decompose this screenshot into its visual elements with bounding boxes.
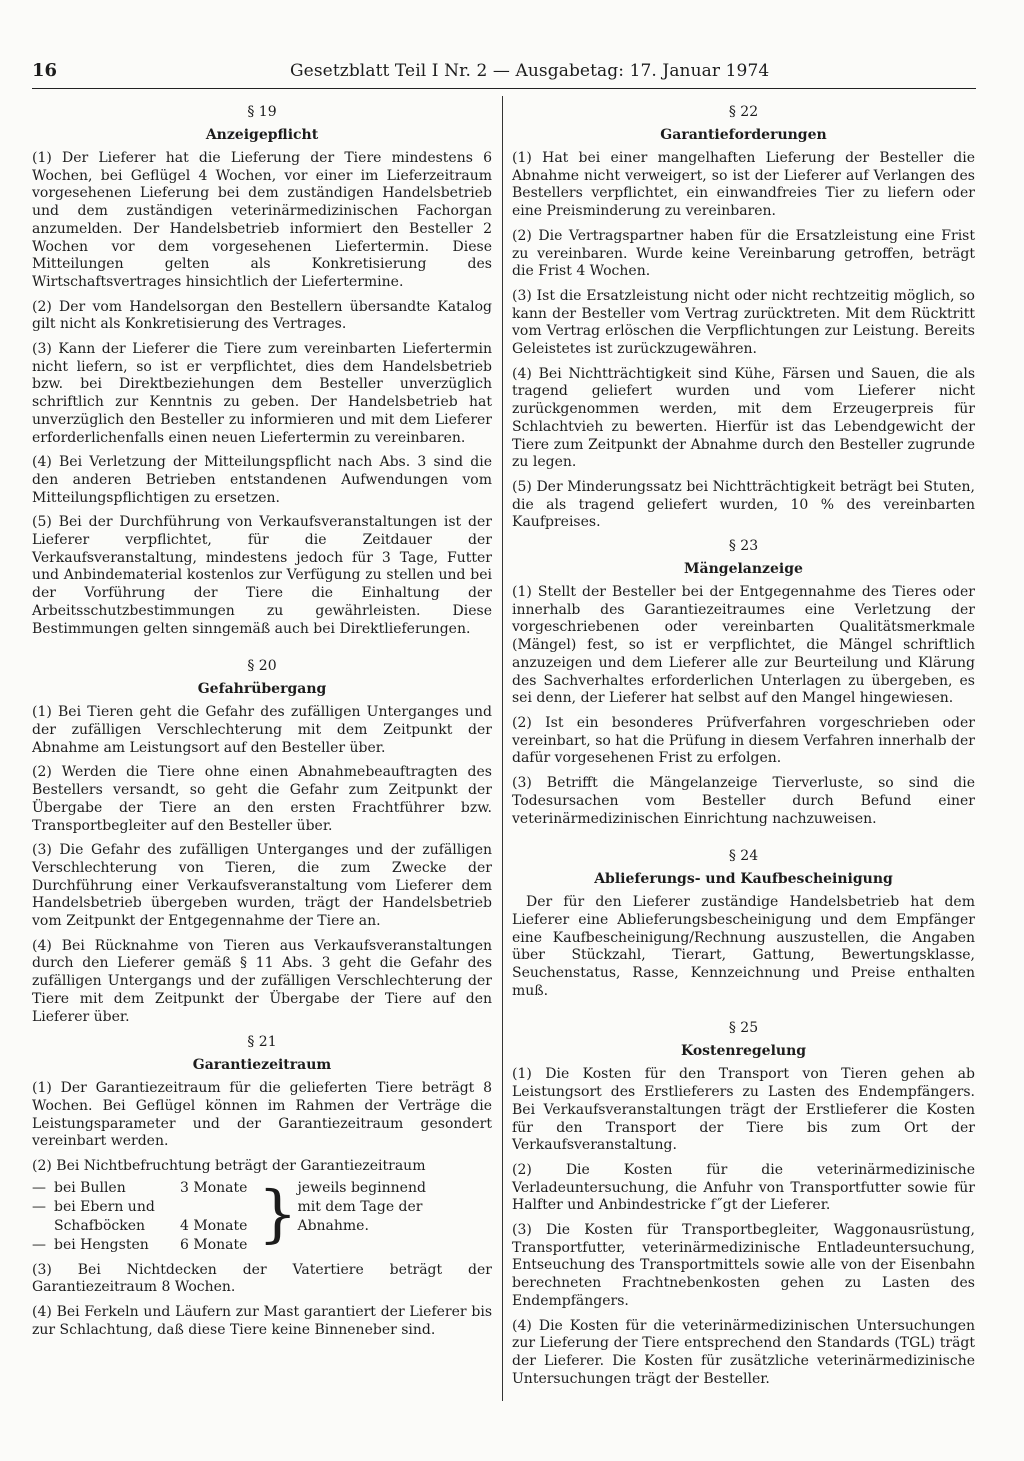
section-number: § 20 [247, 658, 277, 675]
section-20 [32, 658, 492, 1026]
right-column [512, 104, 975, 1388]
section-25 [512, 1020, 975, 1388]
paragraph: (5) Bei der Durchführung von Verkaufsveranstaltungen ist der Lieferer verpflichtet, für die Zeitdauer der Verkaufsveranstaltung, mindestens jedoch für 3 Tage, Futter und Anbindematerial kostenlos zur Verfügung zu stellen und bei der Vorführung der Tiere die Einhaltung der Arbeitsschutzbestimmungen zu gewährleisten. Diese Bestimmungen gelten sinngemäß auch bei Direktlieferungen. [32, 514, 492, 637]
paragraph: (3) Die Gefahr des zufälligen Unterganges und der zufälligen Verschlechterung von Tieren, die zum Zwecke der Durchführung einer Verkaufsveranstaltung vom Lieferer dem Handelsbetrieb übergeben wurden, trägt der Handelsbetrieb vom Zeitpunkt der Entgegennahme der Tiere an. [32, 842, 492, 930]
paragraph: (1) Die Kosten für den Transport von Tieren gehen ab Leistungsort des Erstlieferers zu Lasten des Endempfängers. Bei Verkaufsveranstaltungen trägt der Erstlieferer die Kosten für den Transport der Tiere bis zum Ort der Verkaufsveranstaltung. [512, 1066, 975, 1154]
paragraph: (3) Die Kosten für Transportbegleiter, Waggonausrüstung, Transportfutter, veterinärmedizinische Entladeuntersuchung, Entseuchung des Transportmittels sowie alle von der Eisenbahn berechneten Frachtnebenkosten gehen zu Lasten des Endempfängers. [512, 1222, 975, 1309]
section-number: § 19 [247, 104, 277, 120]
list-dash: — [32, 1198, 46, 1215]
paragraph: (5) Der Minderungssatz bei Nichtträchtigkeit beträgt bei Stuten, die als tragend geliefert wurden, 10 % des vereinbarten Kaufpreises. [512, 478, 975, 531]
months-value: 6 Monate [180, 1236, 248, 1253]
paragraph: (2) Bei Nichtbefruchtung beträgt der Garantiezeitraum [32, 1158, 426, 1175]
paragraph: (4) Bei Nichtträchtigkeit sind Kühe, Färsen und Sauen, die als tragend geliefert wurden und vom Lieferer nicht zurückgenommen werden, mit dem Erzeugerpreis für Schlachtvieh zu bewerten. Hierfür ist das Lebendgewicht der Tiere zum Zeitpunkt der Abnahme durch den Besteller zugrunde zu legen. [512, 365, 975, 471]
section-24 [512, 848, 975, 1000]
section-21 [32, 1034, 492, 1339]
paragraph: (2) Ist ein besonderes Prüfverfahren vorgeschrieben oder vereinbart, so hat die Prüfung in diesem Verfahren innerhalb der dafür vorgesehenen Frist zu erfolgen. [512, 714, 975, 767]
paragraph: Der für den Lieferer zuständige Handelsbetrieb hat dem Lieferer eine Ablieferungsbescheinigung und dem Empfänger eine Kaufbescheinigung/Rechnung auszustellen, die Angaben über Stückzahl, Tierart, Gattung, Bewertungsklasse, Seuchenstatus, Rasse, Kennzeichnung und Preise enthalten muß. [512, 894, 975, 999]
section-title: Anzeigepflicht [205, 127, 319, 143]
section-23 [512, 538, 975, 828]
section-title: Mängelanzeige [684, 561, 803, 578]
brace-note: jeweils beginnend mit dem Tage der Abnahme. [297, 1179, 426, 1234]
running-title: Gesetzblatt Teil I Nr. 2 — Ausgabetag: 17. Januar 1974 [290, 61, 770, 81]
paragraph: (1) Der Lieferer hat die Lieferung der Tiere mindestens 6 Wochen, bei Geflügel 4 Wochen, vor einer im Lieferzeitraum vorgesehenen Lieferung bei dem zuständigen Handelsbetrieb und dem zuständigen veterinärmedizinischen Fachorgan anzumelden. Der Handelsbetrieb informiert den Besteller 2 Wochen vor dem vorgesehenen Liefertermin. Diese Mitteilungen gelten als Konkretisierung des Wirtschaftsvertrages hinsichtlich der Liefertermine. [32, 150, 492, 290]
animal-label: bei Hengsten [54, 1236, 149, 1253]
section-title: Garantieforderungen [660, 127, 827, 143]
paragraph: (1) Der Garantiezeitraum für die gelieferten Tiere beträgt 8 Wochen. Bei Geflügel können im Rahmen der Verträge die Leistungsparameter und der Garantiezeitraum gesondert vereinbart werden. [32, 1080, 492, 1150]
paragraph: (1) Stellt der Besteller bei der Entgegennahme des Tieres oder innerhalb des Garantiezeitraumes eine Verletzung der vorgeschriebenen oder vereinbarten Qualitätsmerkmale (Mängel) fest, so ist er verpflichtet, die Mängel schriftlich anzuzeigen und dem Lieferer alle zur Beurteilung und Klärung des Sachverhaltes erforderlichen Unterlagen zu übergeben, es sei denn, der Lieferer hat selbst auf den Mangel hingewiesen. [512, 584, 975, 707]
months-value: 3 Monate [180, 1179, 248, 1196]
section-title: Kostenregelung [680, 1043, 807, 1060]
section-number: § 21 [247, 1034, 277, 1051]
section-19 [32, 104, 492, 638]
page-number: 16 [32, 60, 58, 81]
left-column [32, 104, 492, 1340]
section-title: Gefahrübergang [197, 681, 327, 698]
paragraph: (4) Bei Ferkeln und Läufern zur Mast garantiert der Lieferer bis zur Schlachtung, daß diese Tiere keine Binneneber sind. [32, 1304, 492, 1338]
column-divider [502, 96, 503, 1401]
paragraph: (2) Die Vertragspartner haben für die Ersatzleistung eine Frist zu vereinbaren. Wurde keine Vereinbarung getroffen, beträgt die Frist 4 Wochen. [512, 227, 975, 280]
paragraph: (1) Hat bei einer mangelhaften Lieferung der Besteller die Abnahme nicht verweigert, so ist der Lieferer auf Verlangen des Bestellers verpflichtet, ein einwandfreies Tier zu liefern oder eine Preisminderung zu vereinbaren. [512, 150, 975, 220]
paragraph: (2) Die Kosten für die veterinärmedizinische Verladeuntersuchung, die Anfuhr von Transportfutter sowie für Halfter und Anbindestricke f˝gt der Lieferer. [512, 1161, 975, 1214]
months-value: 4 Monate [180, 1217, 248, 1234]
paragraph: (3) Ist die Ersatzleistung nicht oder nicht rechtzeitig möglich, so kann der Besteller vom Vertrag zurücktreten. Mit dem Rücktritt vom Vertrag erlöschen die Verpflichtungen zur Leistung. Bereits Geleistetes ist zurückzugewähren. [512, 287, 975, 358]
paragraph: (3) Betrifft die Mängelanzeige Tierverluste, so sind die Todesursachen vom Besteller durch Befund einer veterinärmedizinischen Einrichtung nachzuweisen. [512, 775, 975, 827]
list-dash: — [32, 1236, 46, 1253]
section-number: § 22 [728, 104, 759, 120]
page-header [32, 58, 976, 89]
list-dash: — [32, 1179, 46, 1196]
brace-glyph: } [258, 1176, 298, 1250]
section-title: Garantiezeitraum [192, 1057, 332, 1074]
section-title: Ablieferungs- und Kaufbescheinigung [594, 871, 893, 888]
animal-label: bei Ebern und Schafböcken [54, 1198, 155, 1234]
section-number: § 25 [728, 1020, 759, 1037]
nonfertilization-table [32, 1176, 437, 1255]
animal-label: bei Bullen [54, 1179, 126, 1196]
paragraph: (2) Der vom Handelsorgan den Bestellern übersandte Katalog gilt nicht als Konkretisierung des Vertrages. [32, 298, 492, 333]
paragraph: (2) Werden die Tiere ohne einen Abnahmebeauftragten des Bestellers versandt, so geht die Gefahr zum Zeitpunkt der Übergabe der Tiere an den ersten Frachtführer bzw. Transportbegleiter auf den Besteller über. [32, 764, 492, 834]
section-22 [512, 104, 975, 532]
paragraph: (4) Bei Rücknahme von Tieren aus Verkaufsveranstaltungen durch den Lieferer gemäß § 11 Abs. 3 geht die Gefahr des zufälligen Untergangs und der zufälligen Verschlechterung der Tiere mit dem Zeitpunkt der Übergabe der Tiere auf den Lieferer über. [32, 937, 492, 1025]
paragraph: (4) Bei Verletzung der Mitteilungspflicht nach Abs. 3 sind die den anderen Betrieben entstandenen Aufwendungen vom Mitteilungspflichtigen zu ersetzen. [32, 454, 492, 506]
paragraph: (3) Kann der Lieferer die Tiere zum vereinbarten Liefertermin nicht liefern, so ist er verpflichtet, dies dem Handelsbetrieb bzw. bei Direktbeziehungen dem Besteller unverzüglich schriftlich zur Kenntnis zu geben. Der Handelsbetrieb hat unverzüglich den Besteller zu informieren und mit dem Lieferer erforderlichenfalls einen neuen Liefertermin zu vereinbaren. [32, 341, 492, 446]
paragraph: (1) Bei Tieren geht die Gefahr des zufälligen Unterganges und der zufälligen Verschlechterung mit dem Zeitpunkt der Abnahme am Leistungsort auf den Besteller über. [32, 704, 492, 756]
paragraph: (3) Bei Nichtdecken der Vatertiere beträgt der Garantiezeitraum 8 Wochen. [32, 1261, 492, 1296]
section-number: § 24 [728, 848, 759, 865]
section-number: § 23 [728, 538, 759, 555]
paragraph: (4) Die Kosten für die veterinärmedizinischen Untersuchungen zur Lieferung der Tiere entsprechend den Standards (TGL) trägt der Lieferer. Die Kosten für zusätzliche veterinärmedizinische Untersuchungen trägt der Besteller. [512, 1317, 975, 1387]
